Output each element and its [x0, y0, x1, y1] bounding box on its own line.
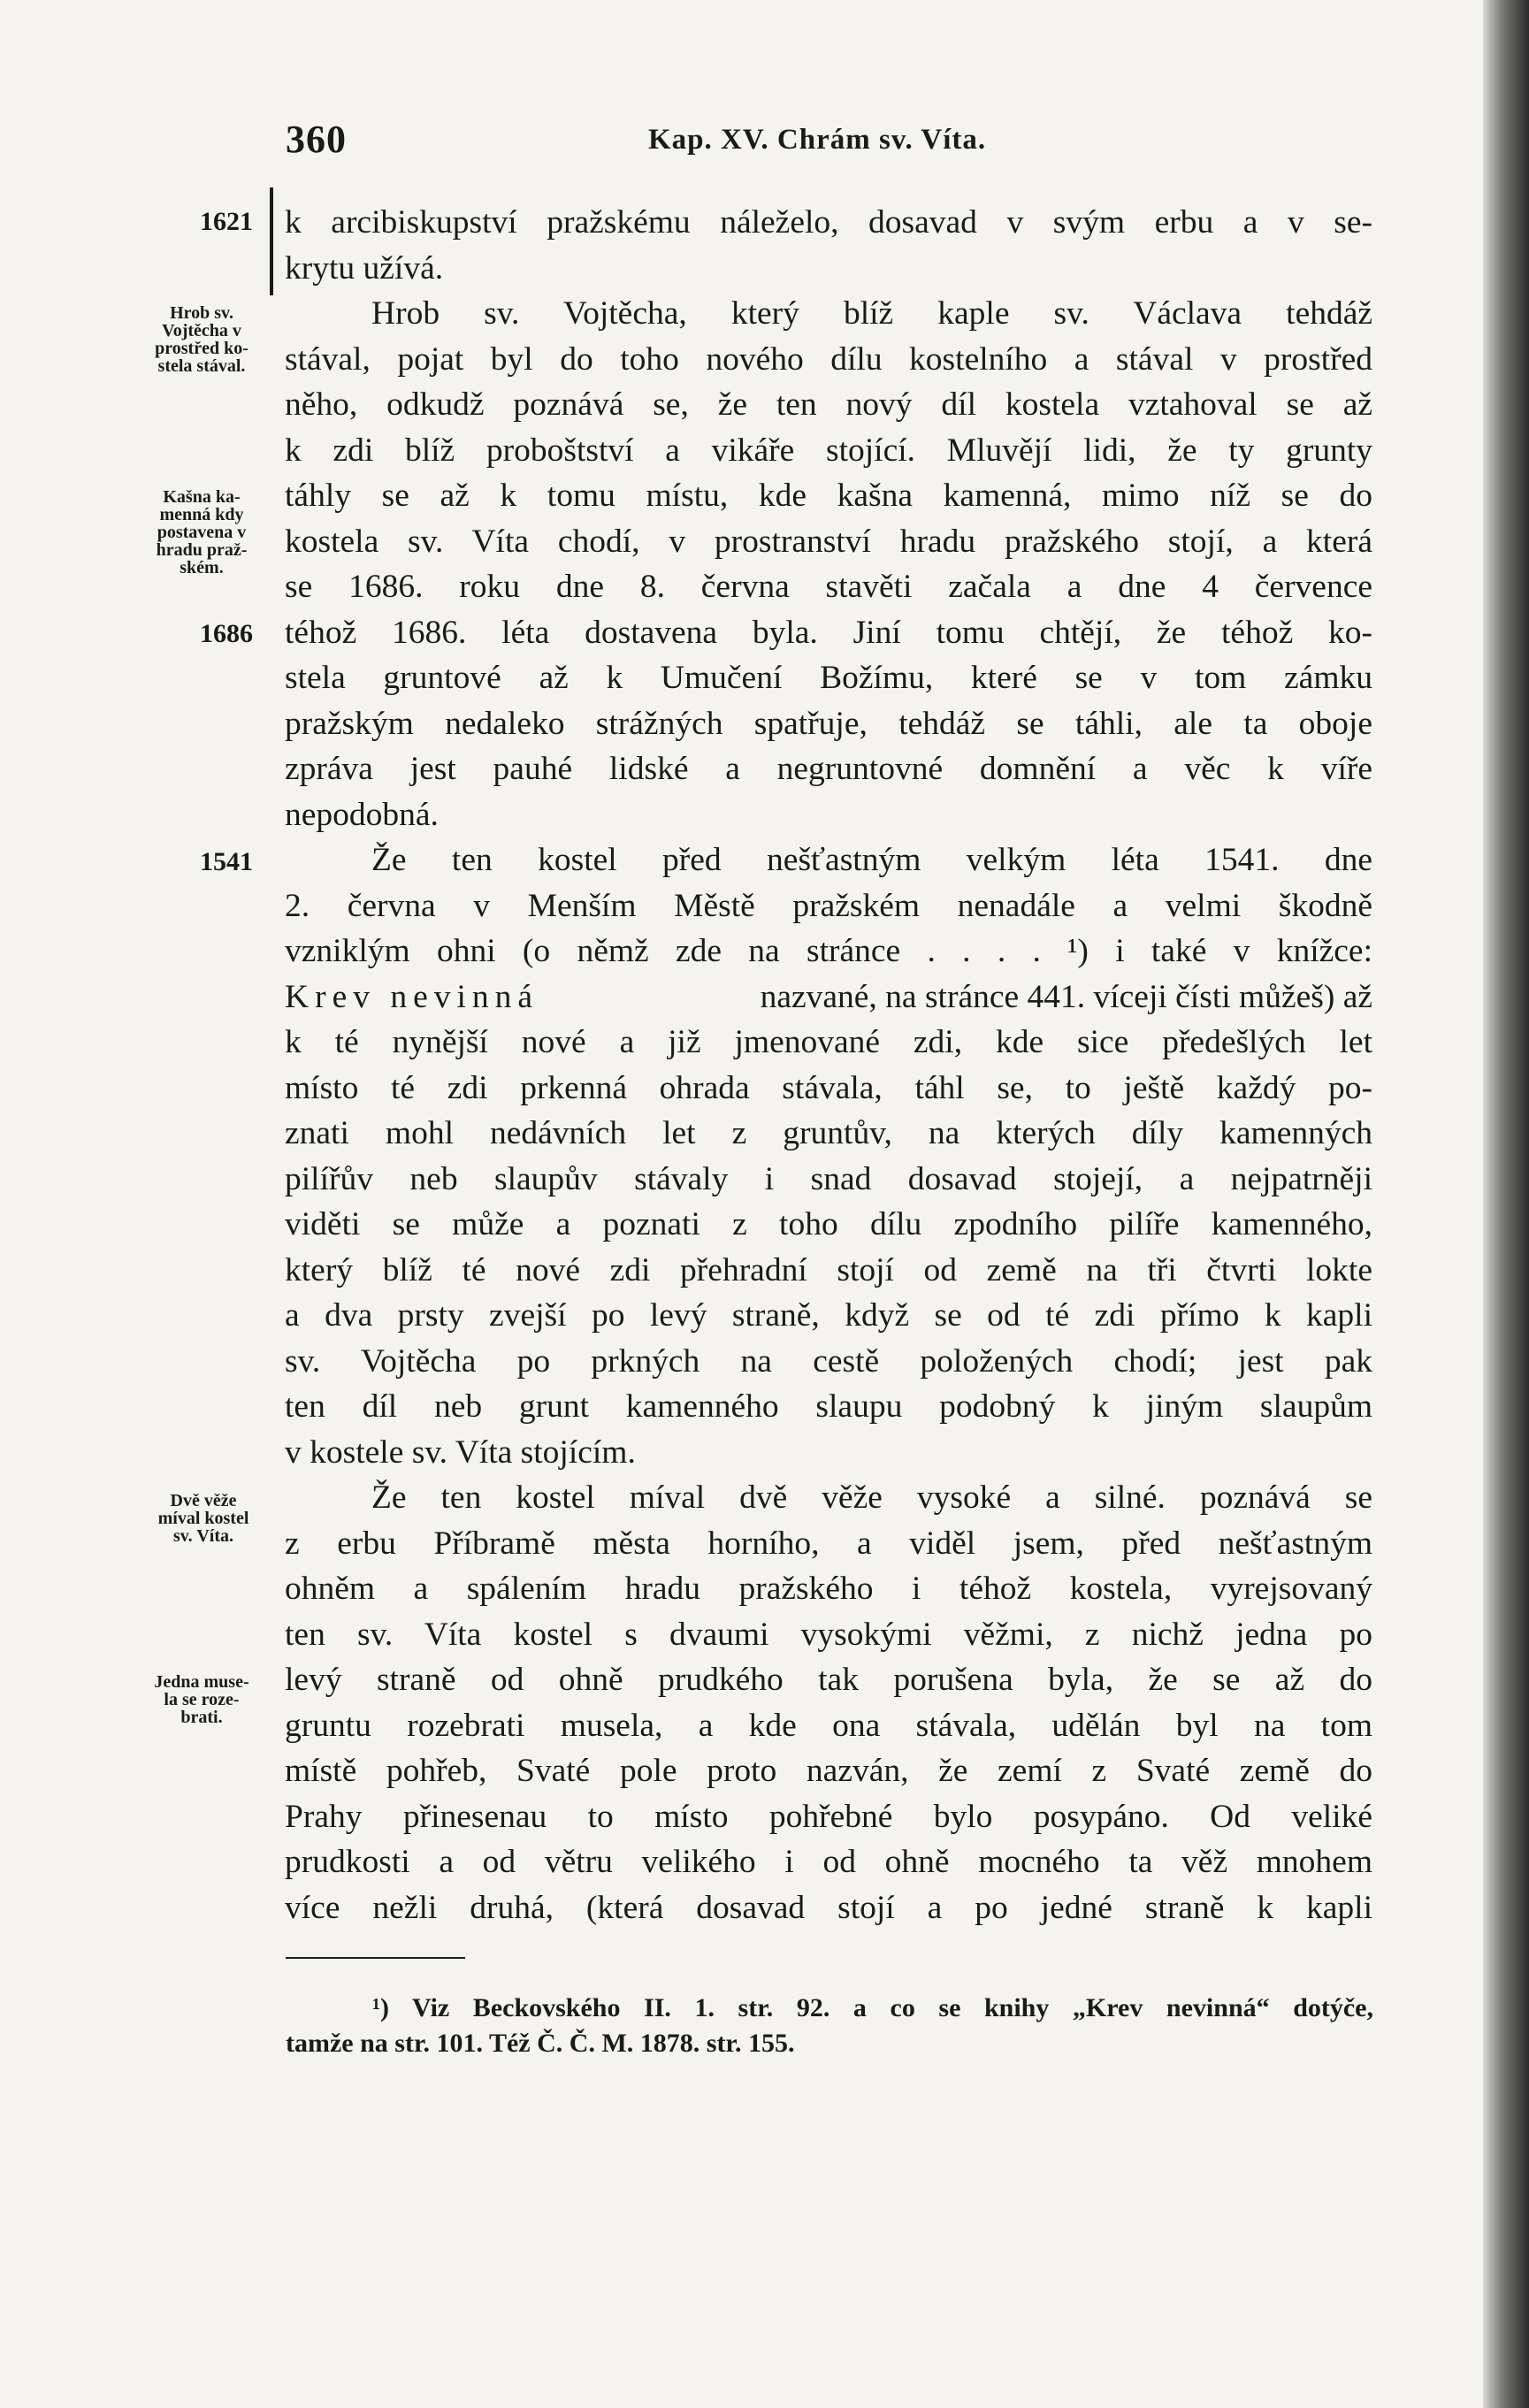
text-line: gruntu rozebrati musela, a kde ona stávala, udělán byl na tom: [285, 1707, 1372, 1744]
margin-year-1621: 1621: [200, 207, 253, 236]
text-line: kostela sv. Víta chodí, v prostranství hradu pražského stojí, a která: [285, 523, 1372, 560]
text-line: který blíž té nové zdi přehradní stojí od země na tři čtvrti lokte: [285, 1251, 1372, 1288]
text-line: prudkosti a od větru velikého i od ohně mocného ta věž mnohem: [285, 1844, 1372, 1880]
margin-note-line: míval kostel: [157, 1509, 249, 1528]
margin-note-jedna: [131, 1673, 272, 1726]
margin-note-line: sv. Víta.: [173, 1526, 233, 1546]
text-line: 2. června v Menším Městě pražském nenadále a velmi škodně: [285, 887, 1372, 924]
text-line: z erbu Příbramě města horního, a viděl jsem, před nešťastným: [285, 1525, 1372, 1562]
text-line: Že ten kostel míval dvě věže vysoké a silné. poznává se: [371, 1479, 1372, 1516]
text-line: ten sv. Víta kostel s dvaumi vysokými věžmi, z nichž jedna po: [285, 1616, 1372, 1653]
page-edge-shadow: [1483, 0, 1529, 2408]
text-line: ten díl neb grunt kamenného slaupu podobný k jiným slaupům: [285, 1388, 1372, 1425]
margin-note-kasna: [131, 488, 272, 577]
text-line: téhož 1686. léta dostavena byla. Jiní tomu chtějí, že téhož ko-: [285, 614, 1372, 651]
footnote-rule: [286, 1957, 465, 1959]
text-line: více nežli druhá, (která dosavad stojí a po jedné straně k kapli: [285, 1889, 1372, 1926]
margin-note-line: la se roze-: [164, 1690, 240, 1709]
text-line: pražským nedaleko strážných spatřuje, tehdáž se táhli, ale ta oboje: [285, 705, 1372, 742]
text-line: se 1686. roku dne 8. června stavěti začala a dne 4 července: [285, 569, 1372, 605]
page-number: 360: [286, 118, 347, 161]
margin-year-1541: 1541: [200, 847, 253, 876]
text-line: místo té zdi prkenná ohrada stávala, táhl se, to ještě každý po-: [285, 1069, 1372, 1106]
margin-note-line: Vojtěcha v: [162, 321, 241, 340]
running-head: Kap. XV. Chrám sv. Víta.: [648, 124, 987, 156]
margin-note-line: brati.: [180, 1708, 223, 1727]
text-line: znati mohl nedávních let z gruntův, na kterých díly kamenných: [285, 1115, 1372, 1151]
body-text: [285, 200, 1372, 1930]
text-line: ohněm a spálením hradu pražského i téhož kostela, vyrejsovaný: [285, 1571, 1372, 1607]
footnote-text: Viz Beckovského II. 1. str. 92. a co se knihy „Krev nevinná“ dotýče,: [412, 1993, 1374, 2022]
text-line: Hrob sv. Vojtěcha, který blíž kaple sv. Václava tehdáž: [371, 295, 1372, 332]
text-line: stela gruntové až k Umučení Božímu, které se v tom zámku: [285, 660, 1372, 696]
text-line: Že ten kostel před nešťastným velkým léta 1541. dne: [371, 842, 1372, 878]
text-line-rest: nazvané, na stránce 441. víceji čísti můžeš) až: [760, 978, 1372, 1015]
margin-note-veze: [133, 1492, 274, 1545]
text-line: [285, 975, 1372, 1021]
margin-note-line: postavena v: [157, 523, 247, 542]
margin-note-line: Hrob sv.: [170, 303, 233, 323]
text-line: a dva prsty zvejší po levý straně, když se od té zdi přímo k kapli: [285, 1297, 1372, 1334]
margin-year-1686: 1686: [200, 619, 253, 648]
text-line: zpráva jest pauhé lidské a negruntovné domnění a věc k víře: [285, 751, 1372, 787]
text-line: stával, pojat byl do toho nového dílu kostelního a stával v prostřed: [285, 340, 1372, 378]
text-line: k zdi blíž proboštství a vikáře stojící. Mluvějí lidi, že ty grunty: [285, 432, 1372, 469]
margin-bracket: [270, 187, 273, 295]
text-line: krytu užívá.: [285, 249, 444, 287]
margin-note-line: ském.: [180, 558, 224, 577]
text-line: k té nynější nové a již jmenované zdi, kde sice předešlých let: [285, 1024, 1372, 1060]
margin-note-hrob: [131, 304, 272, 375]
footnote-mark: ¹): [372, 1993, 389, 2022]
margin-note-line: prostřed ko-: [155, 339, 248, 358]
text-line: viděti se může a poznati z toho dílu zpodního pilíře kamenného,: [285, 1206, 1372, 1242]
footnote-line: tamže na str. 101. Též Č. Č. M. 1878. str. 155.: [286, 2029, 795, 2058]
text-line: v kostele sv. Víta stojícím.: [285, 1433, 636, 1471]
footnote: [286, 1991, 1373, 2061]
margin-note-line: menná kdy: [159, 505, 244, 524]
text-line: Prahy přinesenau to místo pohřebné bylo posypáno. Od veliké: [285, 1798, 1372, 1835]
margin-note-line: hradu praž-: [156, 540, 248, 560]
margin-note-line: Kašna ka-: [163, 487, 241, 507]
text-line: sv. Vojtěcha po prkných na cestě položených chodí; jest pak: [285, 1342, 1372, 1380]
text-line: k arcibiskupství pražskému náleželo, dosavad v svým erbu a v se-: [285, 204, 1372, 241]
text-line: vzniklým ohni (o němž zde na stránce . . . . ¹) i také v knížce:: [285, 933, 1372, 969]
text-line: něho, odkudž poznává se, že ten nový díl kostela vztahoval se až: [285, 386, 1372, 423]
text-line: místě pohřeb, Svaté pole proto nazván, že zemí z Svaté země do: [285, 1753, 1372, 1789]
margin-note-line: Jedna muse-: [154, 1672, 249, 1692]
footnote-line: [286, 1991, 1373, 2026]
margin-note-line: Dvě věže: [170, 1491, 237, 1510]
text-line: táhly se až k tomu místu, kde kašna kamenná, mimo níž se do: [285, 478, 1372, 514]
text-line: levý straně od ohně prudkého tak porušena byla, že se až do: [285, 1662, 1372, 1698]
text-line: pilířův neb slaupův stávaly i snad dosavad stojejí, a nejpatrněji: [285, 1160, 1372, 1197]
margin-note-line: stela stával.: [157, 356, 246, 376]
text-line: nepodobná.: [285, 796, 439, 833]
book-title-spaced: Krev nevinná: [285, 978, 539, 1015]
